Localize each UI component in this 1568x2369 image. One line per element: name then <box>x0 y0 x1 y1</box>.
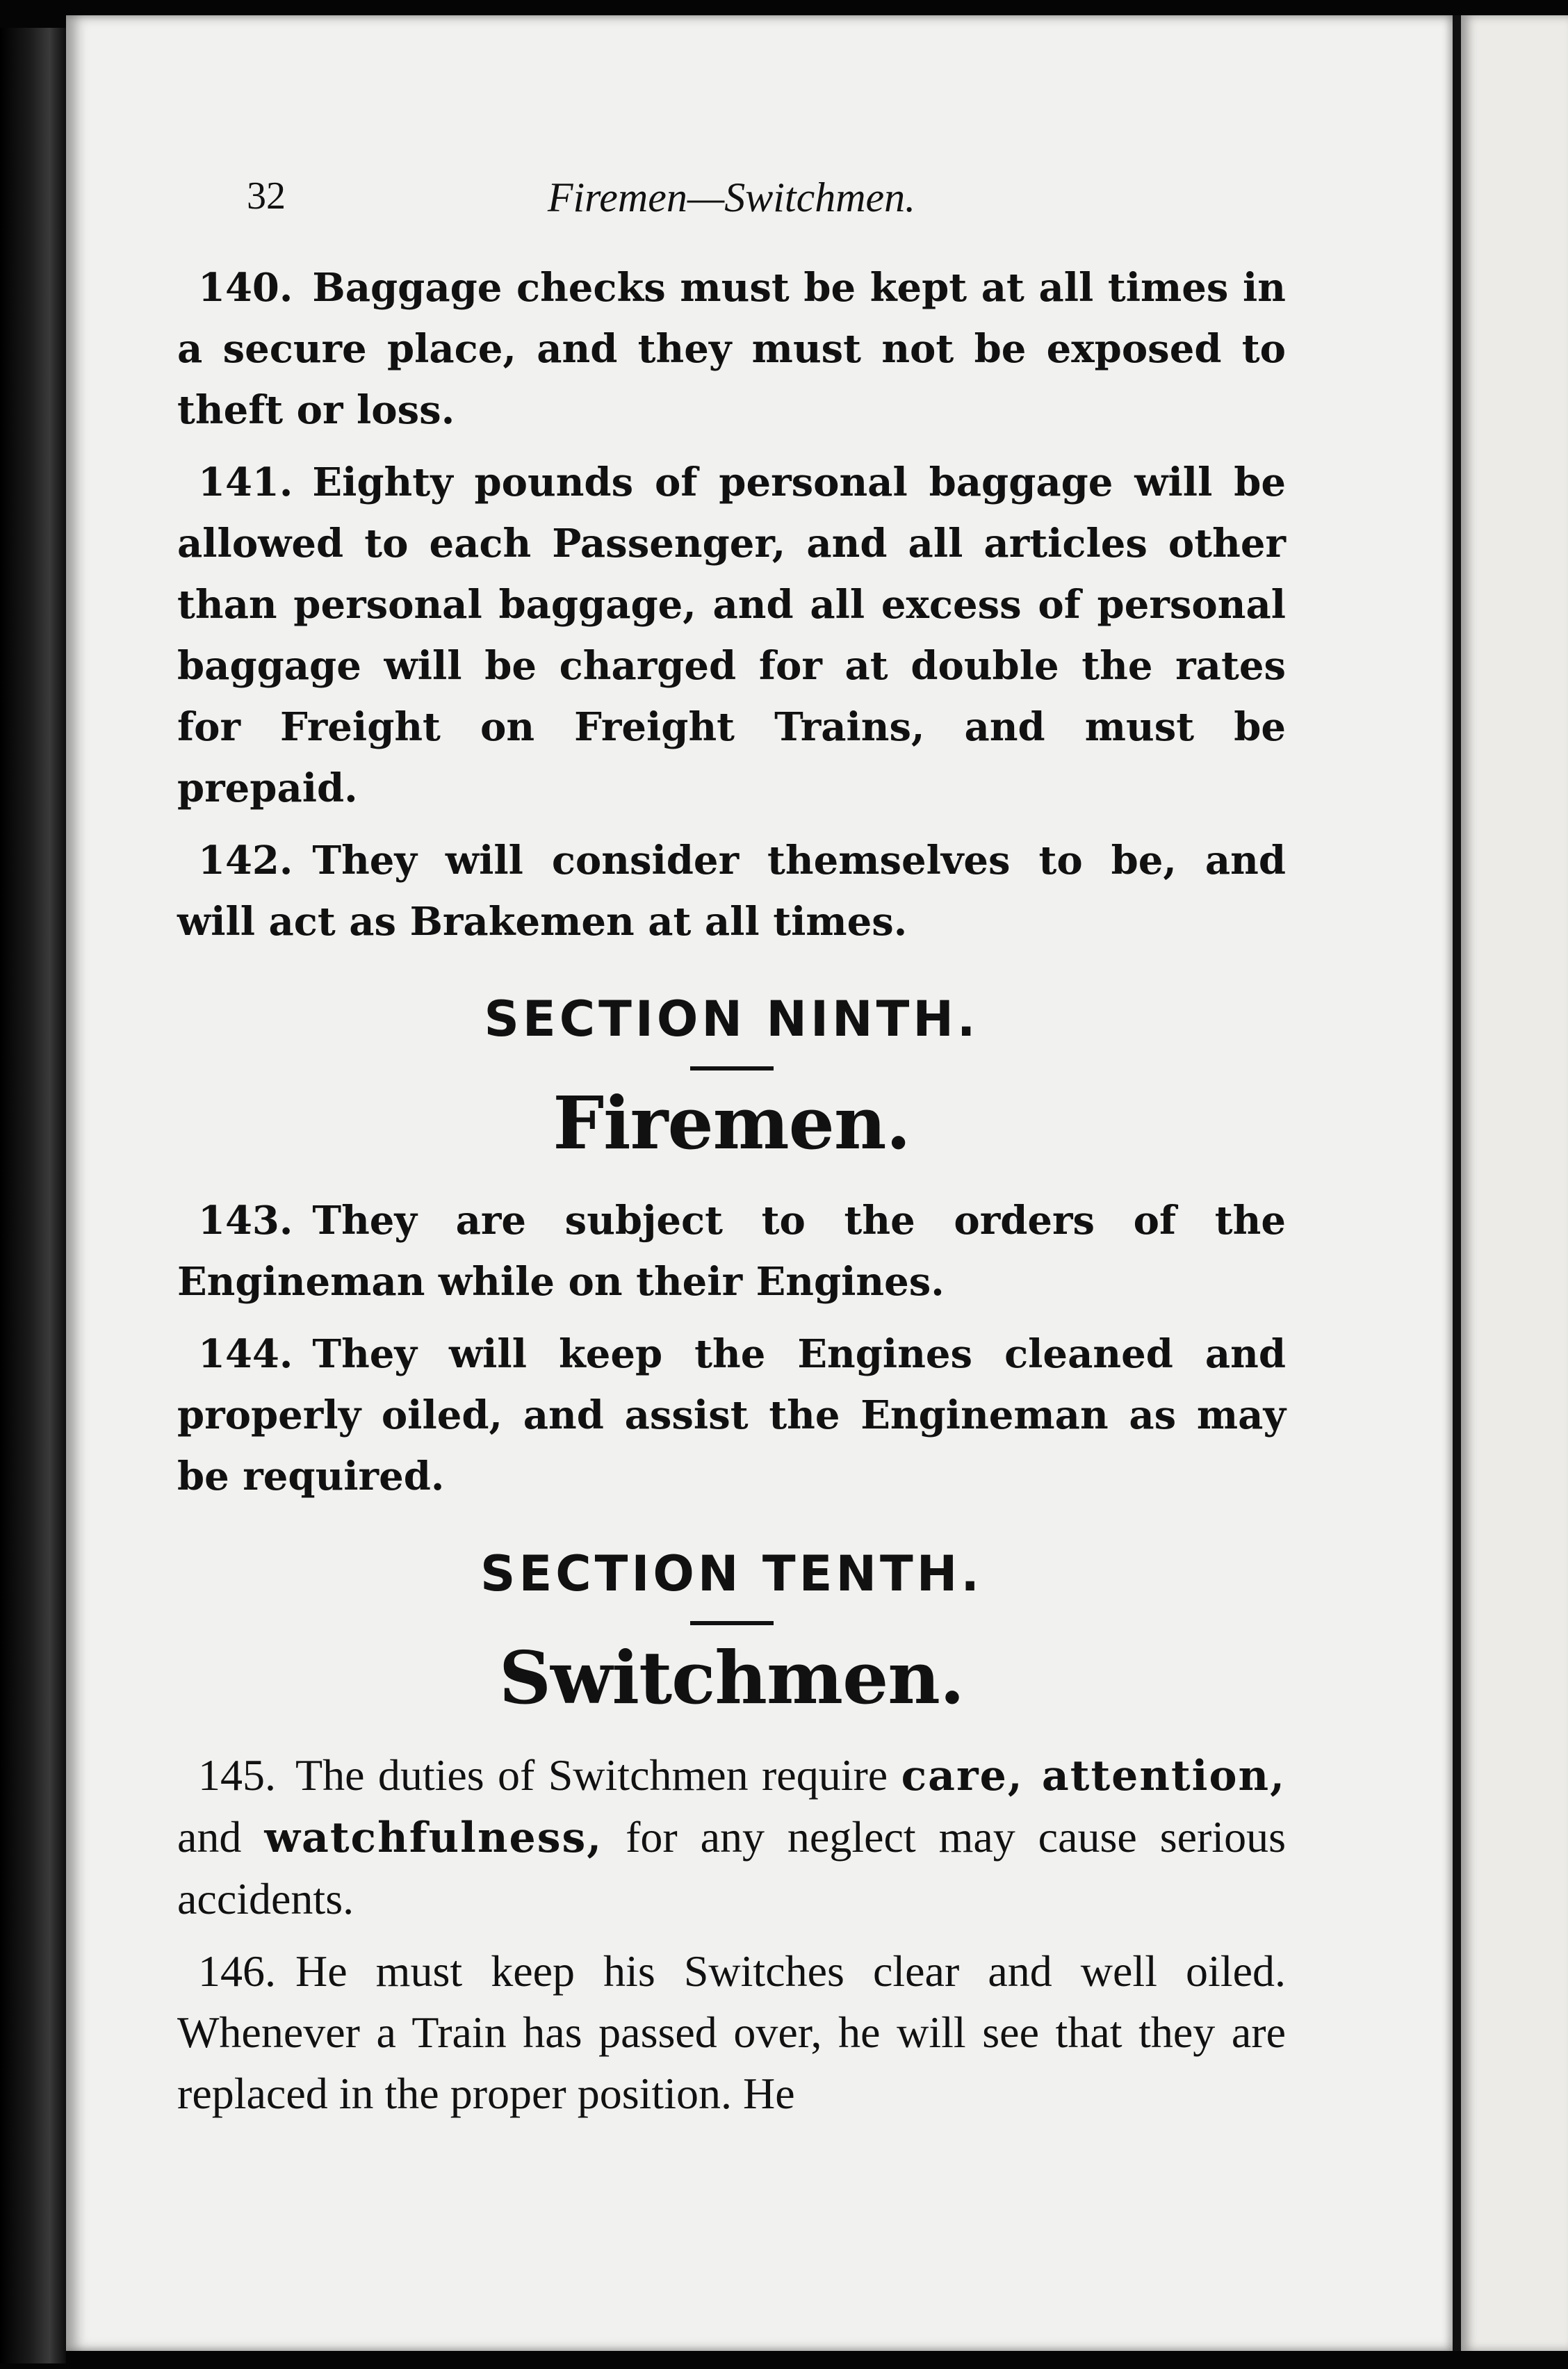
rule-number: 145. <box>198 1750 276 1800</box>
emphasis-watchfulness: watchfulness, <box>264 1814 603 1862</box>
page-number: 32 <box>247 174 286 218</box>
section-heading-tenth: SECTION TENTH. <box>480 1545 983 1602</box>
running-title: Firemen—Switchmen. <box>547 174 916 220</box>
rule-number: 142. <box>198 838 293 884</box>
page-content <box>177 174 1286 2135</box>
rule-145 <box>177 1745 1286 1930</box>
rule-text-before: The duties of Switchmen require <box>295 1750 888 1800</box>
section-title-firemen: Firemen. <box>553 1080 910 1166</box>
rule-number: 143. <box>198 1198 293 1244</box>
section-divider <box>690 1621 774 1625</box>
rule-number: 146. <box>198 1946 276 1996</box>
rule-text: They will consider themselves to be, and will act as Brakemen at all times. <box>177 838 1286 945</box>
rule-142 <box>177 830 1286 952</box>
rule-text: He must keep his Switches clear and well oiled. Whenever a Train has passed over, he will see that they are replaced in the proper position. He <box>177 1946 1286 2118</box>
rule-number: 141. <box>198 459 293 505</box>
rule-146 <box>177 1941 1286 2124</box>
book-binding <box>0 28 66 2363</box>
rule-text: They are subject to the orders of the Engineman while on their Engines. <box>177 1198 1286 1305</box>
section-heading-ninth: SECTION NINTH. <box>484 991 979 1048</box>
rule-144 <box>177 1324 1286 1507</box>
rule-141 <box>177 452 1286 819</box>
rule-number: 140. <box>198 265 293 311</box>
emphasis-care-attention: care, attention, <box>901 1752 1287 1800</box>
rule-text-after: for any neglect may cause serious accidents. <box>177 1812 1287 1923</box>
section-title-switchmen: Switchmen. <box>498 1635 965 1720</box>
rule-text-mid: and <box>177 1812 242 1862</box>
rule-text: Eighty pounds of personal baggage will be allowed to each Passenger, and all articles other than personal baggage, and all excess of personal baggage will be charged for at double the rates for Freight on Freight Trains, and must be prepaid. <box>177 459 1286 811</box>
adjacent-page-edge <box>1461 15 1568 2351</box>
rule-140 <box>177 257 1286 441</box>
rule-text: Baggage checks must be kept at all times in a secure place, and they must not be exposed to theft or loss. <box>177 265 1286 433</box>
rule-number: 144. <box>198 1331 293 1377</box>
running-head <box>177 174 1286 229</box>
rule-143 <box>177 1190 1286 1312</box>
section-divider <box>690 1066 774 1070</box>
rule-text: They will keep the Engines cleaned and properly oiled, and assist the Engineman as may be required. <box>177 1331 1286 1499</box>
